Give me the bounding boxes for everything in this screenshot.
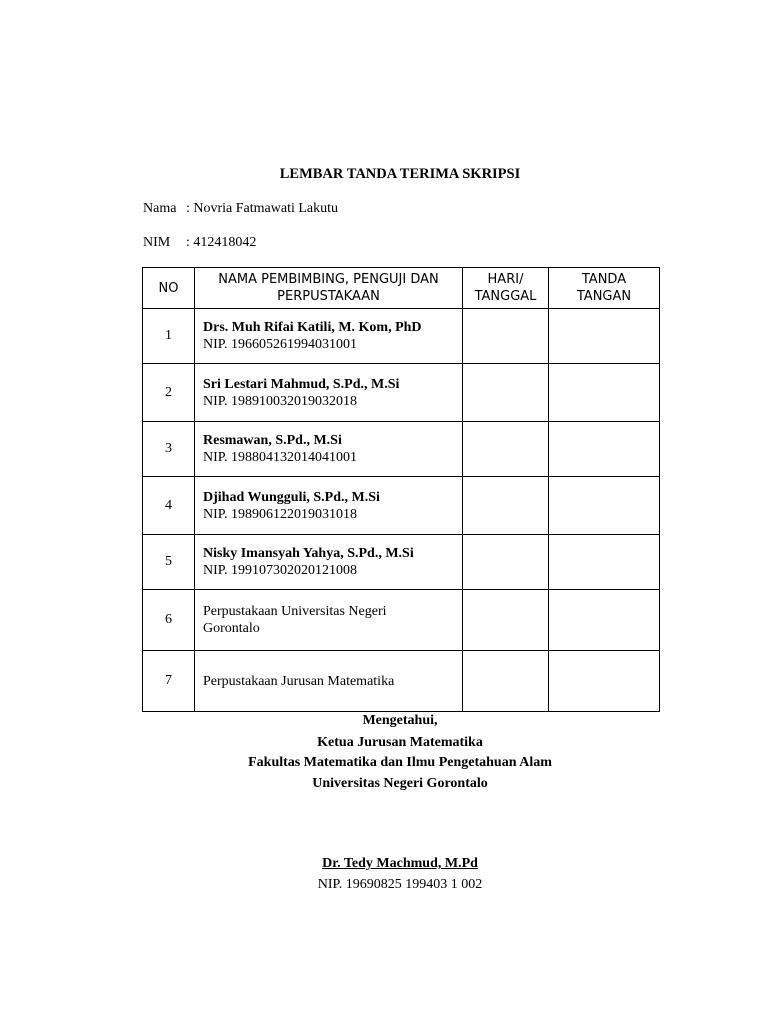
acknowledgement-line: Fakultas Matematika dan Ilmu Pengetahuan Alam xyxy=(248,755,552,770)
signature-cell[interactable] xyxy=(549,535,660,590)
person-cell xyxy=(195,535,463,590)
person-name: Resmawan, S.Pd., M.Si xyxy=(203,433,342,448)
signature-cell[interactable] xyxy=(549,309,660,364)
row-number: 3 xyxy=(143,422,195,477)
person-name: Nisky Imansyah Yahya, S.Pd., M.Si xyxy=(203,546,414,561)
library-cell xyxy=(195,651,463,712)
name-value: : Novria Fatmawati Lakutu xyxy=(186,201,339,216)
person-name: Sri Lestari Mahmud, S.Pd., M.Si xyxy=(203,376,400,392)
row-number: 2 xyxy=(143,364,195,422)
library-name-line1: Perpustakaan Universitas Negeri xyxy=(203,604,387,619)
library-cell xyxy=(195,590,463,651)
row-number: 4 xyxy=(143,477,195,535)
date-cell[interactable] xyxy=(463,422,549,477)
table-row xyxy=(143,651,660,712)
signature-cell[interactable] xyxy=(549,590,660,651)
nim-value: : 412418042 xyxy=(186,235,257,250)
person-cell xyxy=(195,309,463,364)
date-cell[interactable] xyxy=(463,535,549,590)
header-name: NAMA PEMBIMBING, PENGUJI DAN PERPUSTAKAAN xyxy=(195,268,463,309)
table-header-row xyxy=(143,268,660,309)
table-row xyxy=(143,590,660,651)
student-nim-row xyxy=(143,235,256,251)
person-nip: NIP. 198910032019032018 xyxy=(203,393,358,409)
row-number: 5 xyxy=(143,535,195,590)
person-nip: NIP. 198804132014041001 xyxy=(203,450,358,465)
person-cell xyxy=(195,477,463,535)
table-row xyxy=(143,477,660,535)
person-name: Drs. Muh Rifai Katili, M. Kom, PhD xyxy=(203,320,422,335)
date-cell[interactable] xyxy=(463,590,549,651)
person-nip: NIP. 198906122019031018 xyxy=(203,506,358,522)
table-row xyxy=(143,364,660,422)
header-date: HARI/ TANGGAL xyxy=(463,268,549,309)
person-name: Djihad Wungguli, S.Pd., M.Si xyxy=(203,489,380,505)
library-name-line2: Gorontalo xyxy=(203,621,260,636)
receipt-table xyxy=(142,267,660,712)
table-row xyxy=(143,535,660,590)
person-cell xyxy=(195,364,463,422)
library-name-line1: Perpustakaan Jurusan Matematika xyxy=(203,673,395,689)
date-cell[interactable] xyxy=(463,309,549,364)
acknowledgement-line: Mengetahui, xyxy=(362,713,438,728)
signature-cell[interactable] xyxy=(549,651,660,712)
document-title: LEMBAR TANDA TERIMA SKRIPSI xyxy=(279,166,521,182)
signature-cell[interactable] xyxy=(549,422,660,477)
signature-cell[interactable] xyxy=(549,477,660,535)
student-name-row xyxy=(143,201,338,217)
signature-cell[interactable] xyxy=(549,364,660,422)
table-row xyxy=(143,422,660,477)
name-label: Nama xyxy=(143,201,177,216)
date-cell[interactable] xyxy=(463,477,549,535)
signer-nip: NIP. 19690825 199403 1 002 xyxy=(317,877,483,892)
date-cell[interactable] xyxy=(463,651,549,712)
date-cell[interactable] xyxy=(463,364,549,422)
header-no: NO xyxy=(143,268,195,309)
person-nip: NIP. 199107302020121008 xyxy=(203,563,358,578)
row-number: 6 xyxy=(143,590,195,651)
nim-label: NIM xyxy=(143,235,171,250)
acknowledgement-line: Ketua Jurusan Matematika xyxy=(317,735,483,750)
signer-name: Dr. Tedy Machmud, M.Pd xyxy=(322,856,478,871)
row-number: 1 xyxy=(143,309,195,364)
person-nip: NIP. 196605261994031001 xyxy=(203,337,358,352)
table-row xyxy=(143,309,660,364)
acknowledgement-line: Universitas Negeri Gorontalo xyxy=(312,776,488,791)
person-cell xyxy=(195,422,463,477)
row-number: 7 xyxy=(143,651,195,712)
header-signature: TANDA TANGAN xyxy=(549,268,660,309)
